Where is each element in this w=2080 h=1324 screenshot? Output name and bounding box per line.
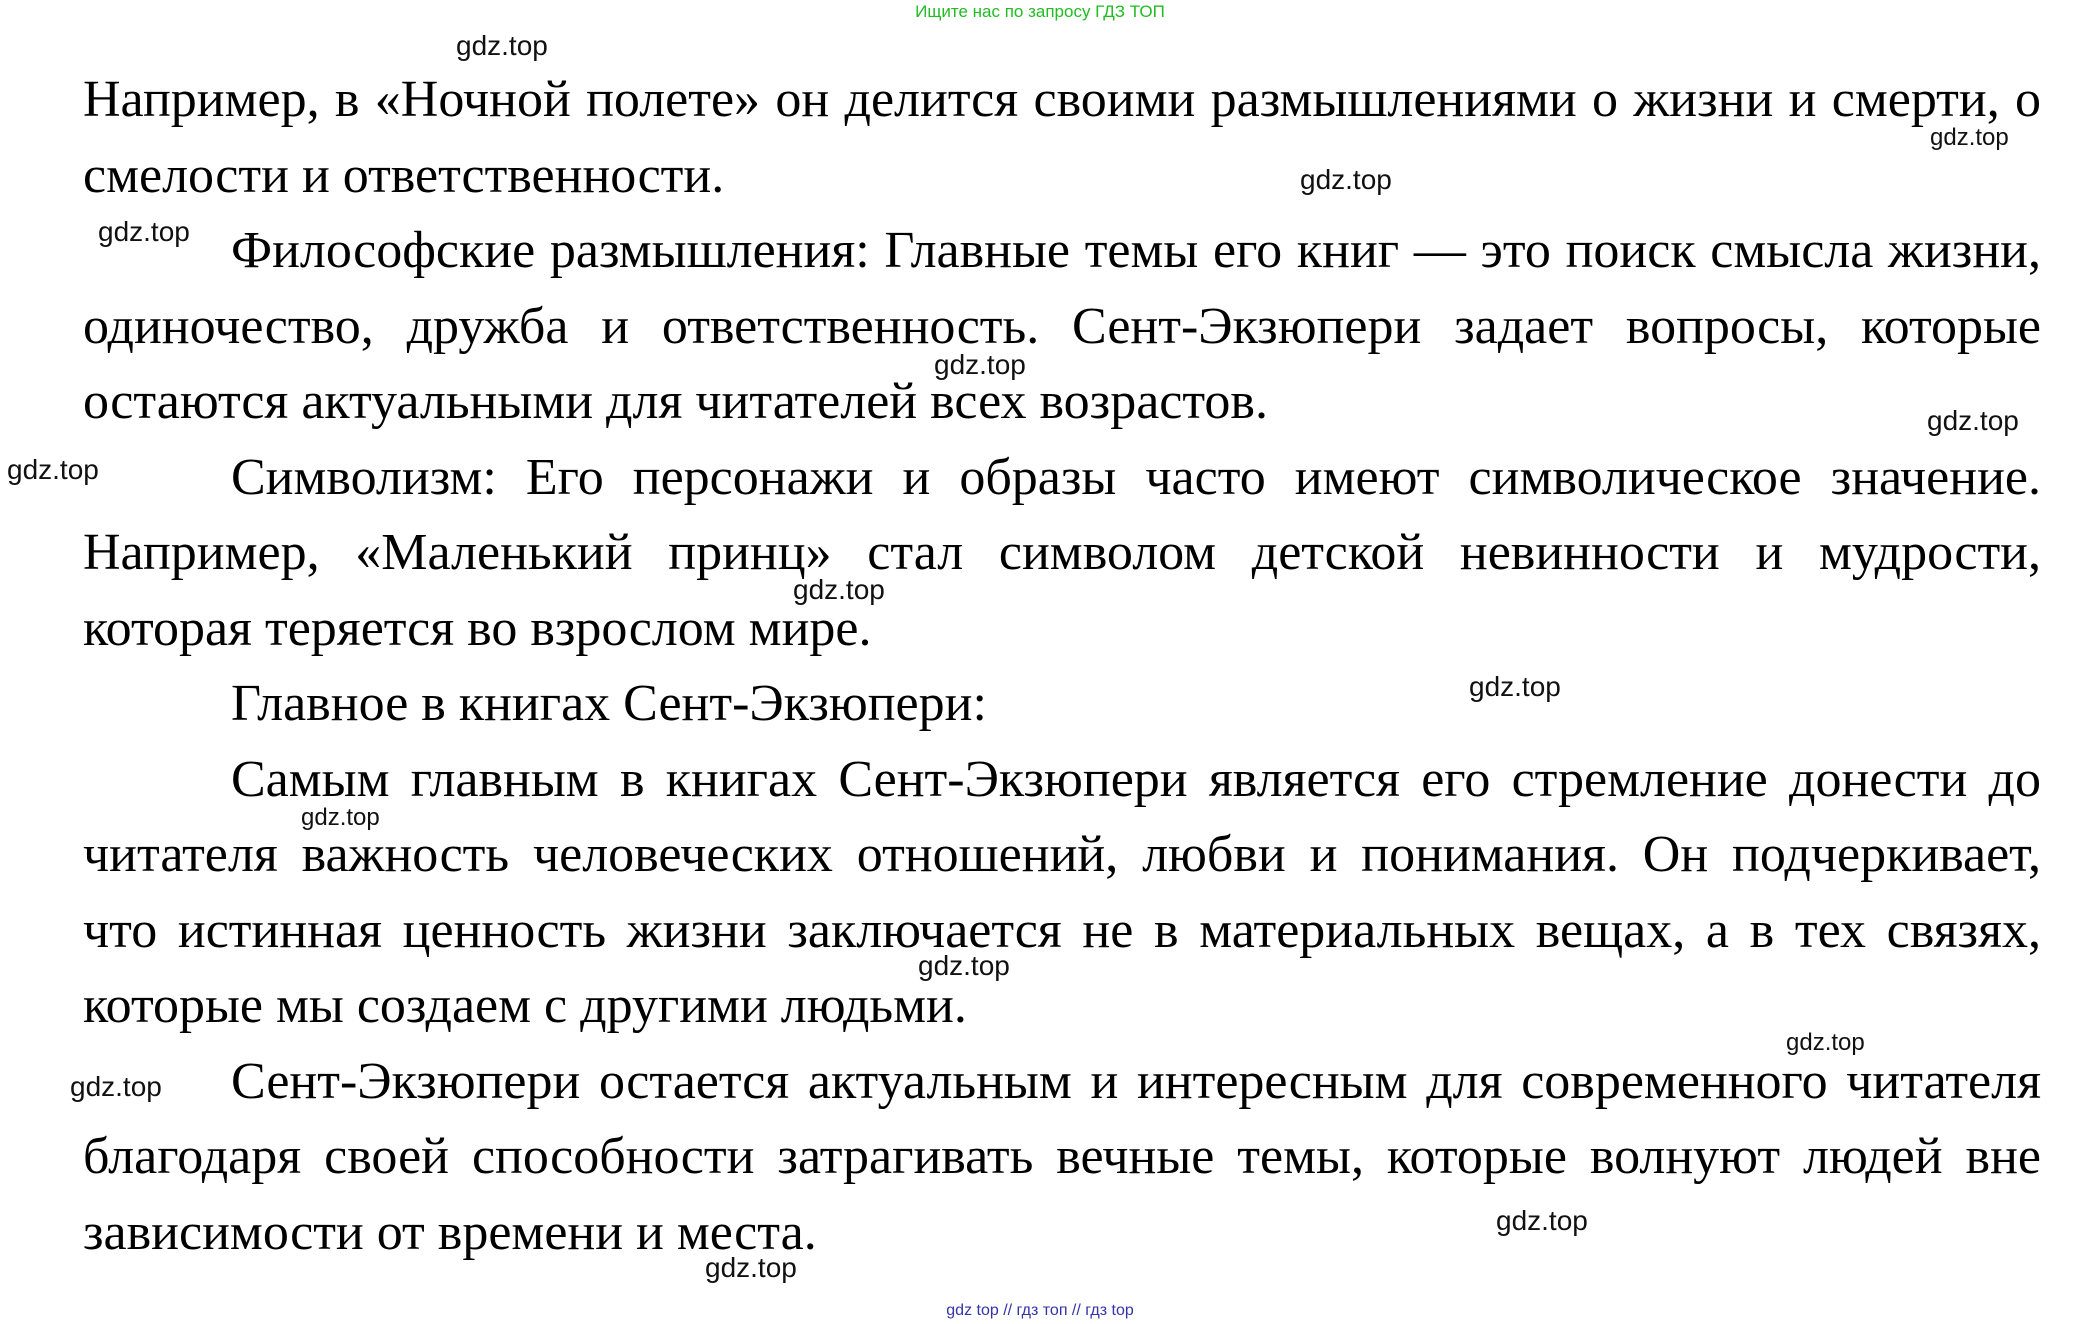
paragraph-3: Символизм: Его персонажи и образы часто имеют символическое значение. Например, «Маленький принц» стал символом детской невинности и мудрости, которая теряется во взрослом мире. — [83, 448, 2041, 657]
paragraph-5: Самым главным в книгах Сент-Экзюпери является его стремление донести до читателя важность человеческих отношений, любви и понимания. Он подчеркивает, что истинная ценность жизни заключается не в материальных вещах, а в тех связях, которые мы создаем с другими людьми. — [83, 750, 2041, 1034]
paragraph-6: Сент-Экзюпери остается актуальным и интересным для современного читателя благодаря своей способности затрагивать вечные темы, которые волнуют людей вне зависимости от времени и места. — [83, 1052, 2041, 1261]
paragraph-2: Философские размышления: Главные темы его книг — это поиск смысла жизни, одиночество, дружба и ответственность. Сент-Экзюпери задает вопросы, которые остаются актуальными для читателей всех возрастов. — [83, 222, 2041, 430]
watermark: gdz.top — [1300, 164, 1392, 195]
text-body — [83, 62, 2041, 1270]
watermark: gdz.top — [934, 349, 1026, 380]
watermark: gdz.top — [456, 30, 548, 61]
top-banner: Ищите нас по запросу ГДЗ ТОП — [915, 2, 1165, 21]
watermark: gdz.top — [7, 454, 99, 485]
watermark: gdz.top — [918, 950, 1010, 981]
watermark: gdz.top — [1496, 1205, 1588, 1236]
watermark: gdz.top — [793, 574, 885, 605]
watermark: gdz.top — [301, 804, 380, 831]
paragraph-1: Например, в «Ночной полете» он делится своими размышлениями о жизни и смерти, о смелости и ответственности. — [83, 71, 2041, 204]
paragraph-4: Главное в книгах Сент-Экзюпери: — [231, 675, 987, 732]
watermark: gdz.top — [705, 1252, 797, 1283]
watermark: gdz.top — [98, 216, 190, 247]
watermark: gdz.top — [1930, 124, 2009, 151]
watermark: gdz.top — [1927, 405, 2019, 436]
watermark: gdz.top — [1786, 1029, 1865, 1056]
watermark: gdz.top — [1469, 671, 1561, 702]
footer-watermark: gdz top // гдз топ // гдз top — [946, 1302, 1134, 1319]
watermark: gdz.top — [70, 1071, 162, 1102]
